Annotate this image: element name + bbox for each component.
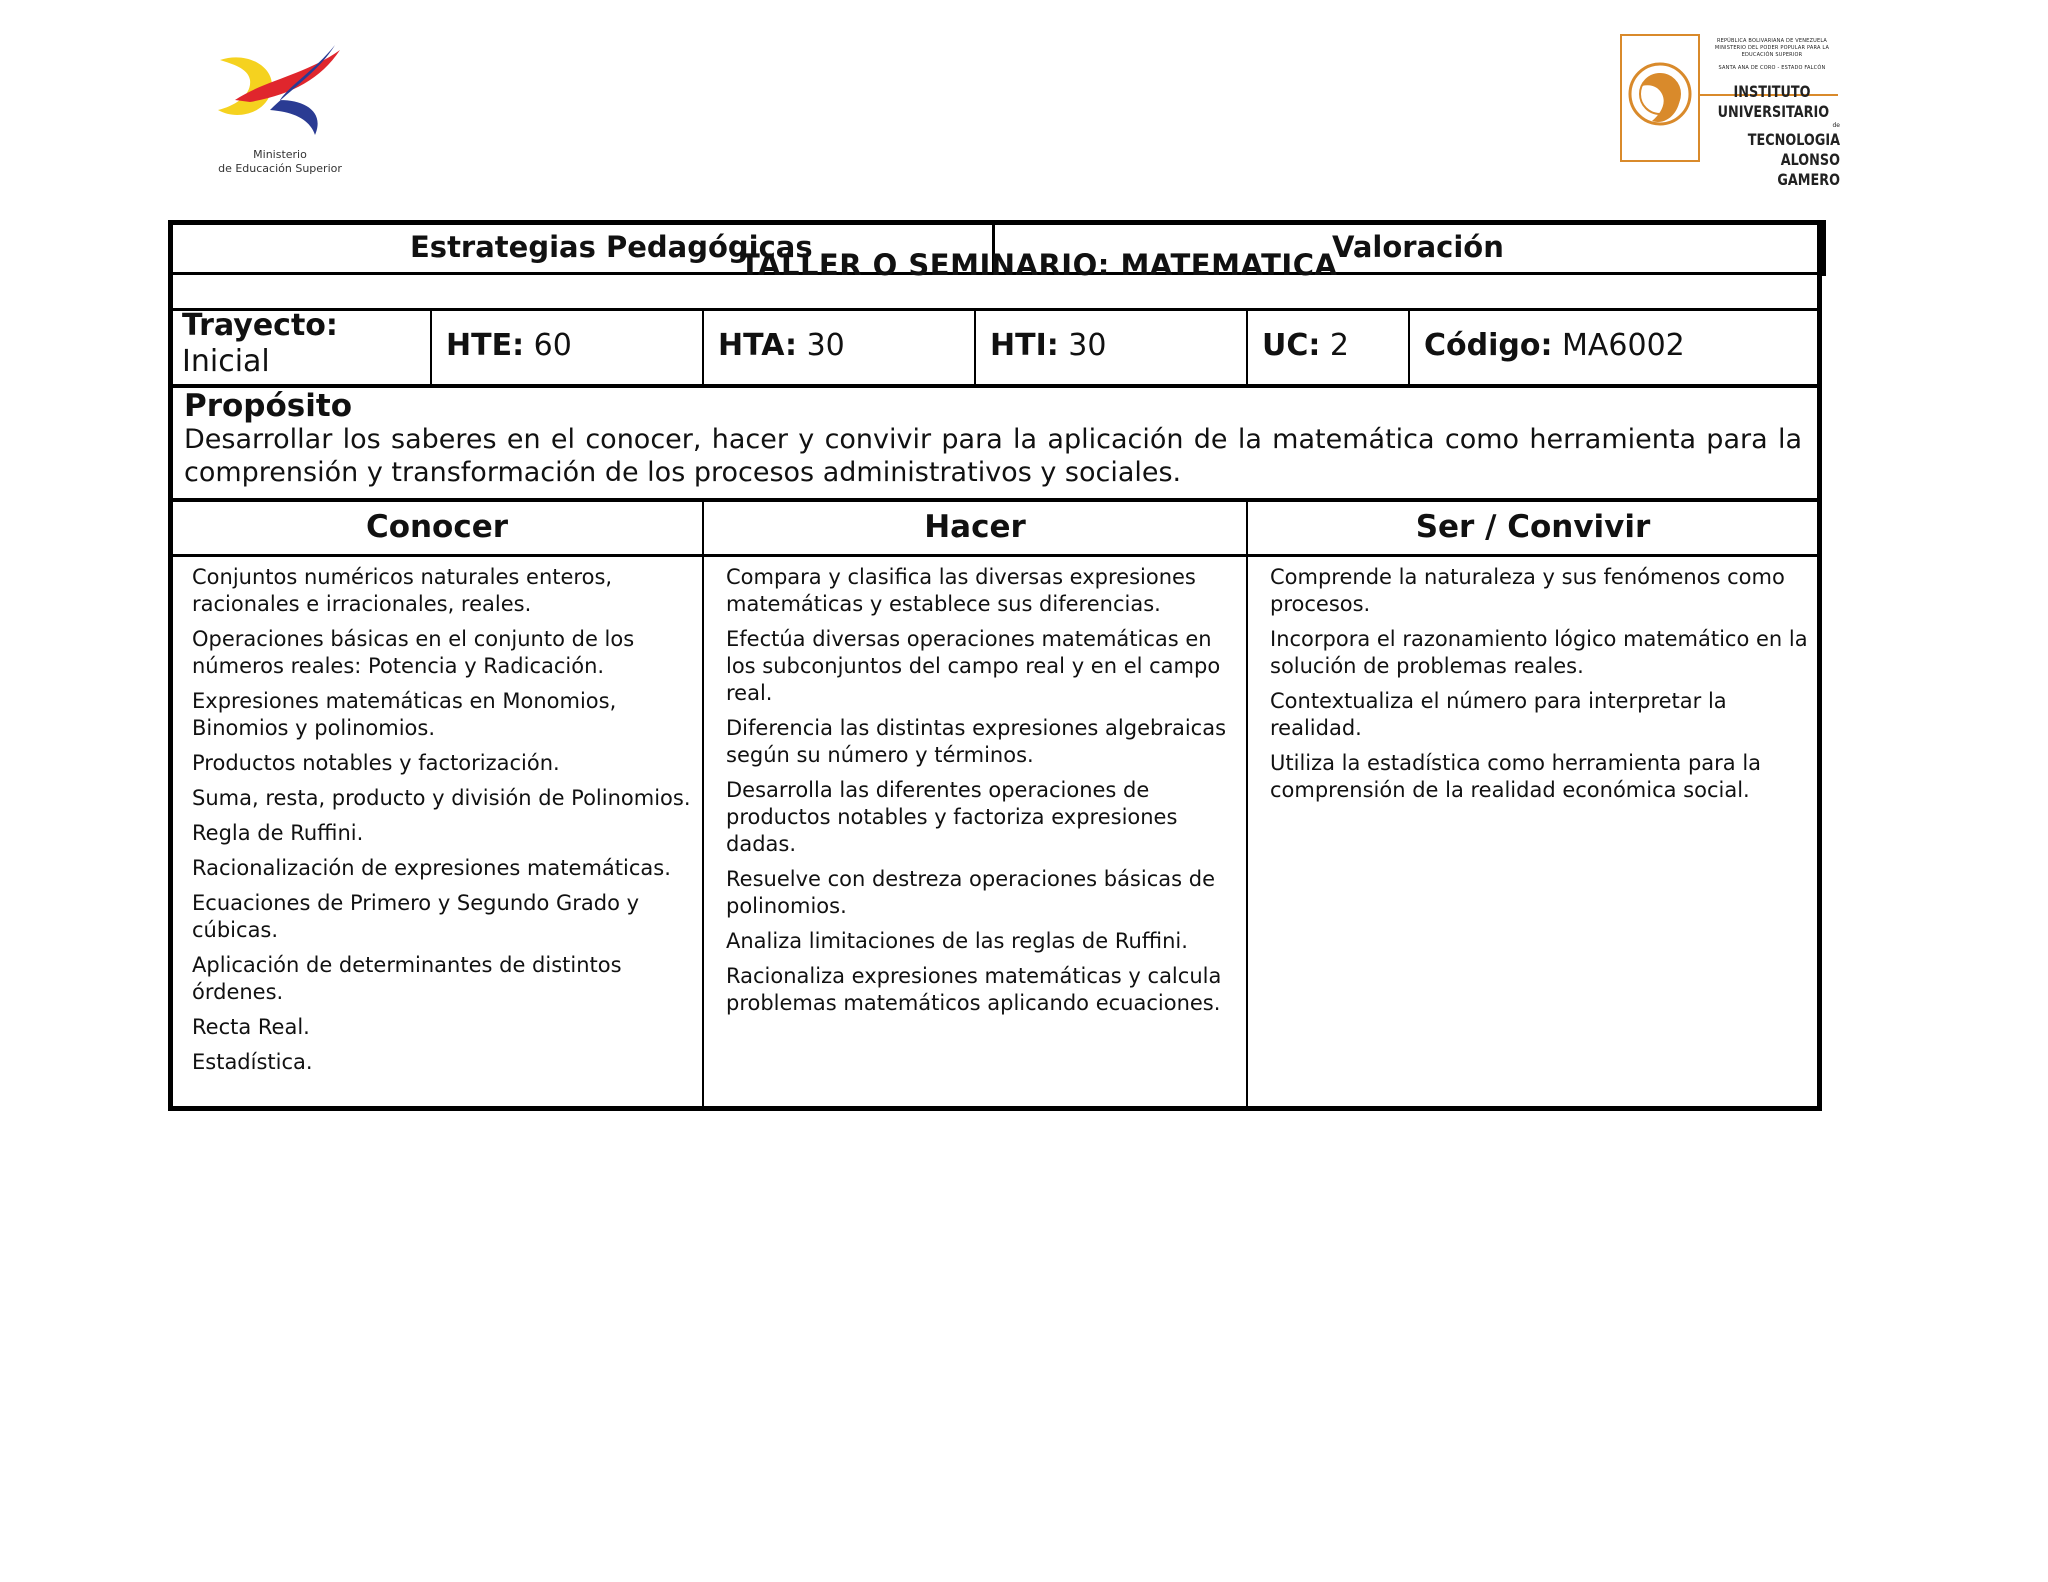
- instituto-seal: [1620, 34, 1700, 162]
- list-item: Recta Real.: [192, 1015, 310, 1039]
- table-border-bottom: [168, 1106, 1822, 1111]
- list-item: Resuelve con destreza operaciones básicas de polinomios.: [726, 867, 1215, 918]
- ser-list: [1270, 564, 1810, 812]
- instituto-logo-text: REPÚBLICA BOLIVARIANA DE VENEZUELA MINISTERIO DEL PODER POPULAR PARA LA EDUCACIÓN SUPERIOR SANTA ANA DE CORO - ESTADO FALCÓN INSTITUTO UNIVERSITARIO de TECNOLOGIA ALONSO GAMERO: [1714, 38, 1840, 189]
- hti-cell: HTI: 30: [990, 328, 1107, 363]
- list-item: Incorpora el razonamiento lógico matemático en la solución de problemas reales.: [1270, 627, 1808, 678]
- header-edge: [1820, 220, 1826, 276]
- codigo-cell: Código: MA6002: [1424, 328, 1685, 363]
- list-item: Diferencia las distintas expresiones algebraicas según su número y términos.: [726, 716, 1227, 767]
- column-header-divider: [168, 554, 1822, 557]
- list-item: Conjuntos numéricos naturales enteros, racionales e irracionales, reales.: [192, 565, 613, 616]
- column-divider-2: [1246, 500, 1248, 1108]
- list-item: Racionaliza expresiones matemáticas y calcula problemas matemáticos aplicando ecuaciones.: [726, 964, 1222, 1015]
- hta-cell: HTA: 30: [718, 328, 845, 363]
- proposito-text: Desarrollar los saberes en el conocer, hacer y convivir para la aplicación de la matemática como herramienta para la comprensión y transformación de los procesos administrativos y sociales.: [184, 424, 1802, 488]
- list-item: Compara y clasifica las diversas expresiones matemáticas y establece sus diferencias.: [726, 565, 1196, 616]
- page-title: TALLER O SEMINARIO: MATEMATICA: [740, 248, 1338, 282]
- header-valoracion: Valoración: [1332, 230, 1504, 264]
- table-border-left: [168, 220, 173, 1111]
- hte-cell: HTE: 60: [446, 328, 572, 363]
- proposito-title: Propósito: [184, 388, 352, 424]
- table-border-top: [168, 220, 1822, 225]
- column-header-hacer: Hacer: [924, 509, 1026, 545]
- proposito-row-divider: [168, 498, 1822, 502]
- instituto-logo: [1620, 34, 1840, 190]
- list-item: Expresiones matemáticas en Monomios, Binomios y polinomios.: [192, 689, 617, 740]
- info-row-divider: [168, 384, 1822, 388]
- curriculum-table: [168, 220, 1822, 1110]
- table-border-right: [1817, 220, 1822, 1111]
- header-estrategias: Estrategias Pedagógicas: [410, 230, 813, 264]
- list-item: Comprende la naturaleza y sus fenómenos como procesos.: [1270, 565, 1785, 616]
- ministerio-logo-mark: [210, 40, 350, 150]
- list-item: Aplicación de determinantes de distintos órdenes.: [192, 953, 622, 1004]
- column-divider-1: [702, 500, 704, 1108]
- list-item: Regla de Ruffini.: [192, 821, 364, 845]
- list-item: Analiza limitaciones de las reglas de Ruffini.: [726, 929, 1188, 953]
- trayecto-cell: Trayecto: Inicial: [182, 308, 338, 379]
- conocer-list: [192, 564, 692, 1084]
- column-header-ser: Ser / Convivir: [1415, 509, 1651, 545]
- ministerio-logo: [210, 40, 350, 180]
- list-item: Efectúa diversas operaciones matemáticas en los subconjuntos del campo real y en el campo real.: [726, 627, 1221, 705]
- list-item: Racionalización de expresiones matemáticas.: [192, 856, 671, 880]
- uc-cell: UC: 2: [1262, 328, 1350, 363]
- list-item: Utiliza la estadística como herramienta para la comprensión de la realidad económica social.: [1270, 751, 1762, 802]
- hacer-list: [726, 564, 1236, 1025]
- list-item: Desarrolla las diferentes operaciones de productos notables y factoriza expresiones dadas.: [726, 778, 1178, 856]
- ministerio-logo-caption: Ministerio de Educación Superior: [218, 148, 342, 175]
- list-item: Productos notables y factorización.: [192, 751, 560, 775]
- list-item: Suma, resta, producto y división de Polinomios.: [192, 786, 691, 810]
- column-header-conocer: Conocer: [365, 509, 509, 545]
- title-row-divider: [168, 308, 1822, 311]
- list-item: Estadística.: [192, 1050, 313, 1074]
- list-item: Contextualiza el número para interpretar la realidad.: [1270, 689, 1727, 740]
- list-item: Ecuaciones de Primero y Segundo Grado y cúbicas.: [192, 891, 640, 942]
- list-item: Operaciones básicas en el conjunto de los números reales: Potencia y Radicación.: [192, 627, 635, 678]
